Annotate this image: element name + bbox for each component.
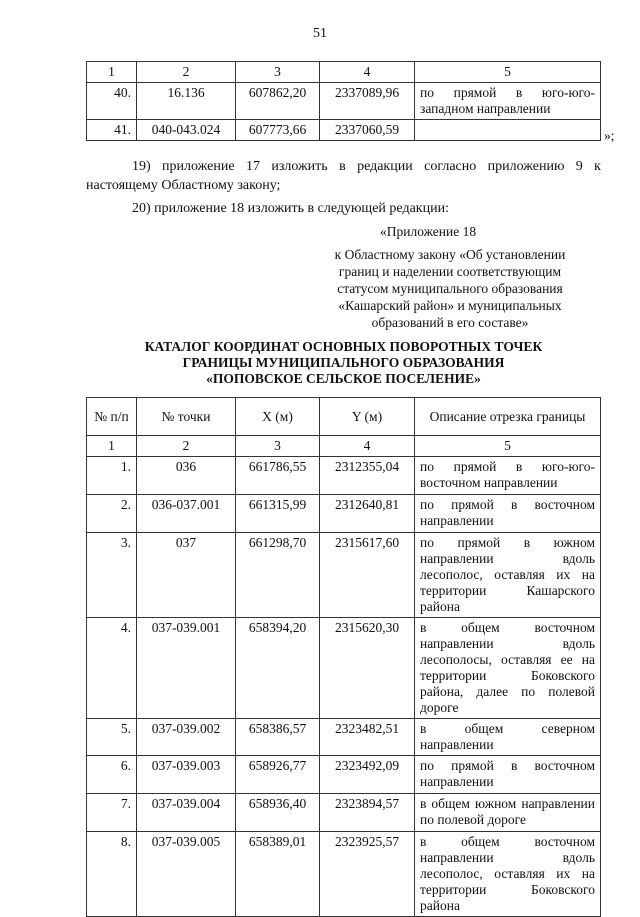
segment-description: по прямой в восточном направлении: [415, 495, 601, 533]
segment-description: в общем южном направлении по полевой дороге: [415, 794, 601, 832]
table-row: [87, 495, 601, 533]
table-row: [87, 756, 601, 794]
segment-description: по прямой в восточном направлении: [415, 756, 601, 794]
row-index: 8.: [87, 832, 137, 917]
catalog-title-line: «ПОПОВСКОЕ СЕЛЬСКОЕ ПОСЕЛЕНИЕ»: [206, 371, 481, 386]
point-id: 037: [137, 533, 236, 618]
catalog-title-line: ГРАНИЦЫ МУНИЦИПАЛЬНОГО ОБРАЗОВАНИЯ: [182, 355, 505, 370]
header-index: № п/п: [87, 398, 137, 436]
col-number: 5: [415, 436, 601, 457]
appendix-line: «Кашарский район» и муниципальных: [338, 298, 562, 313]
y-coordinate: 2323925,57: [320, 832, 415, 917]
table-row: [87, 120, 601, 141]
point-id: 037-039.004: [137, 794, 236, 832]
table-row: [87, 794, 601, 832]
header-description: Описание отрезка границы: [415, 398, 601, 436]
y-coordinate: 2323492,09: [320, 756, 415, 794]
appendix-reference: [300, 246, 600, 331]
y-coordinate: 2312640,81: [320, 495, 415, 533]
segment-description: по прямой в юго-юго-восточном направлении: [415, 457, 601, 495]
x-coordinate: 658394,20: [236, 618, 320, 719]
point-id: 036-037.001: [137, 495, 236, 533]
segment-description: [415, 120, 601, 141]
y-coordinate: 2312355,04: [320, 457, 415, 495]
y-coordinate: 2315620,30: [320, 618, 415, 719]
col-number: 1: [87, 62, 137, 83]
catalog-title: [86, 339, 601, 387]
point-id: 037-039.005: [137, 832, 236, 917]
appendix-line: границ и наделении соответствующим: [338, 264, 562, 279]
col-number: 3: [236, 62, 320, 83]
x-coordinate: 607773,66: [236, 120, 320, 141]
y-coordinate: 2337089,96: [320, 83, 415, 120]
segment-description: в общем восточном направлении вдоль лесополос, оставляя их на территории Боковского района: [415, 832, 601, 917]
appendix-line: к Областному закону «Об установлении: [334, 247, 566, 262]
table-row: [87, 457, 601, 495]
point-id: 037-039.001: [137, 618, 236, 719]
x-coordinate: 661298,70: [236, 533, 320, 618]
row-index: 1.: [87, 457, 137, 495]
header-x: X (м): [236, 398, 320, 436]
row-index: 4.: [87, 618, 137, 719]
x-coordinate: 607862,20: [236, 83, 320, 120]
table-row: [87, 618, 601, 719]
x-coordinate: 658389,01: [236, 832, 320, 917]
coordinates-table: [86, 397, 601, 917]
table-row: [87, 719, 601, 756]
appendix-line: статусом муниципального образования: [337, 281, 563, 296]
x-coordinate: 658386,57: [236, 719, 320, 756]
appendix-line: образований в его составе»: [371, 315, 529, 330]
row-index: 7.: [87, 794, 137, 832]
header-point: № точки: [137, 398, 236, 436]
point-id: 036: [137, 457, 236, 495]
col-number: 1: [87, 436, 137, 457]
header-y: Y (м): [320, 398, 415, 436]
col-number: 5: [415, 62, 601, 83]
row-index: 6.: [87, 756, 137, 794]
y-coordinate: 2323894,57: [320, 794, 415, 832]
y-coordinate: 2337060,59: [320, 120, 415, 141]
col-number: 3: [236, 436, 320, 457]
row-index: 41.: [87, 120, 137, 141]
segment-description: по прямой в южном направлении вдоль лесополос, оставляя их на территории Кашарского района: [415, 533, 601, 618]
row-index: 3.: [87, 533, 137, 618]
top-table: [86, 61, 601, 141]
y-coordinate: 2323482,51: [320, 719, 415, 756]
col-number: 4: [320, 436, 415, 457]
table-header-row: [87, 398, 601, 436]
segment-description: по прямой в юго-юго-западном направлении: [415, 83, 601, 120]
row-index: 40.: [87, 83, 137, 120]
col-number: 2: [137, 62, 236, 83]
paragraph-20: 20) приложение 18 изложить в следующей редакции:: [132, 201, 449, 216]
table-row: [87, 83, 601, 120]
point-id: 037-039.002: [137, 719, 236, 756]
col-number: 2: [137, 436, 236, 457]
x-coordinate: 658926,77: [236, 756, 320, 794]
x-coordinate: 661786,55: [236, 457, 320, 495]
col-number: 4: [320, 62, 415, 83]
table-row: [87, 533, 601, 618]
paragraph-19: 19) приложение 17 изложить в редакции согласно приложению 9 к настоящему Областному закону;: [86, 159, 601, 193]
x-coordinate: 661315,99: [236, 495, 320, 533]
segment-description: в общем восточном направлении вдоль лесополосы, оставляя ее на территории Боковского района, далее по полевой дороге: [415, 618, 601, 719]
y-coordinate: 2315617,60: [320, 533, 415, 618]
appendix-title: «Приложение 18: [380, 224, 477, 239]
x-coordinate: 658936,40: [236, 794, 320, 832]
point-id: 040-043.024: [137, 120, 236, 141]
table-row: [87, 832, 601, 917]
row-index: 2.: [87, 495, 137, 533]
table-numbering-row: [87, 436, 601, 457]
point-id: 037-039.003: [137, 756, 236, 794]
table-header-row: [87, 62, 601, 83]
row-index: 5.: [87, 719, 137, 756]
closing-quote: »;: [604, 128, 615, 143]
appendix-heading: [380, 223, 600, 240]
point-id: 16.136: [137, 83, 236, 120]
segment-description: в общем северном направлении: [415, 719, 601, 756]
catalog-title-line: КАТАЛОГ КООРДИНАТ ОСНОВНЫХ ПОВОРОТНЫХ ТОЧЕК: [144, 339, 543, 354]
page-number: 51: [313, 26, 327, 41]
